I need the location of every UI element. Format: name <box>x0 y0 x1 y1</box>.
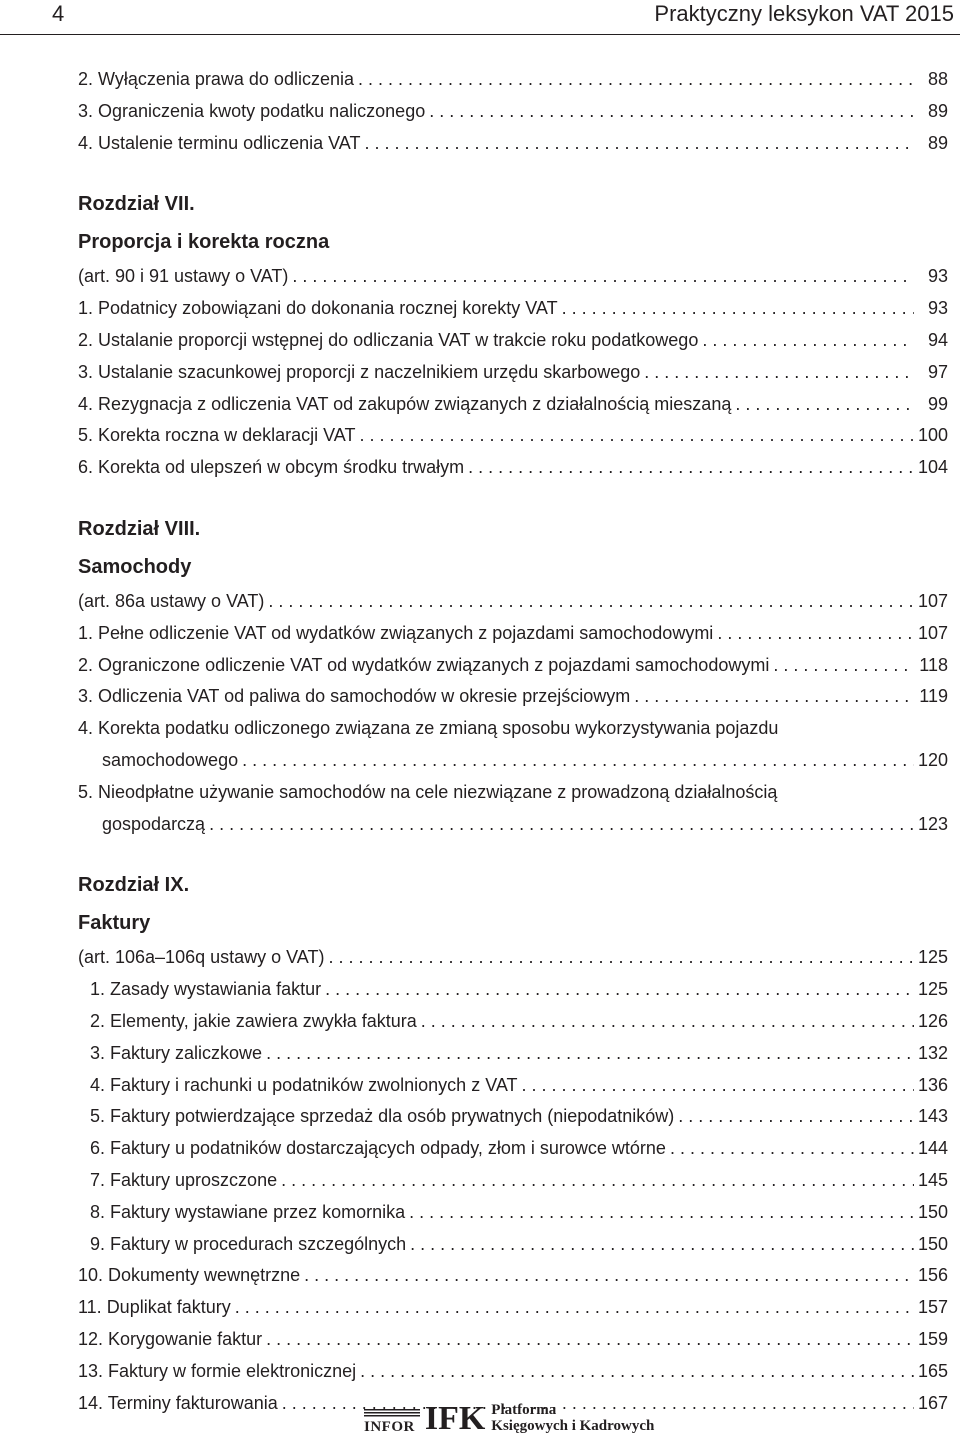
toc-entry[interactable] <box>78 452 948 484</box>
dot-leader <box>421 1006 914 1038</box>
chapter-heading: Rozdział IX. <box>78 874 190 897</box>
toc-entry[interactable] <box>78 128 948 160</box>
dot-leader <box>304 1260 914 1292</box>
toc-entry[interactable] <box>78 618 948 650</box>
toc-entry-title: 4. Rezygnacja z odliczenia VAT od zakupów związanych z działalnością mieszaną <box>78 393 732 414</box>
dot-leader <box>359 420 914 452</box>
dot-leader <box>702 325 914 357</box>
toc-entry-title: 3. Ograniczenia kwoty podatku naliczonego <box>78 100 426 121</box>
toc-entry-line: 5. Nieodpłatne używanie samochodów na cele niezwiązane z prowadzoną działalnością <box>78 781 778 802</box>
toc-entry[interactable] <box>78 293 948 325</box>
toc-entry[interactable] <box>78 745 948 777</box>
toc-entry-page: 145 <box>917 1169 948 1190</box>
toc-entry-page: 159 <box>917 1328 948 1349</box>
toc-entry-page: 107 <box>917 622 948 643</box>
toc-entry-title: 1. Zasady wystawiania faktur <box>90 979 322 1000</box>
toc-entry[interactable] <box>78 1165 948 1197</box>
toc-entry-page: 120 <box>917 749 948 770</box>
dot-leader <box>717 618 914 650</box>
running-title: Praktyczny leksykon VAT 2015 <box>654 1 954 26</box>
infor-logo-text: INFOR <box>364 1407 415 1436</box>
toc-entry-page: 143 <box>917 1106 948 1127</box>
toc-entry[interactable] <box>78 809 948 841</box>
toc-entry-title: 4. Faktury i rachunki u podatników zwolnionych z VAT <box>90 1074 518 1095</box>
ifk-logo-text: IFK <box>424 1400 486 1437</box>
toc-entry[interactable] <box>78 1133 948 1165</box>
toc-entry[interactable] <box>78 1356 948 1388</box>
toc-entry-title: 2. Wyłączenia prawa do odliczenia <box>78 69 354 89</box>
toc-entry[interactable] <box>78 1260 948 1292</box>
platform-line-1: Platforma <box>491 1402 557 1418</box>
chapter-heading: Rozdział VII. <box>78 193 195 216</box>
dot-leader <box>364 128 914 160</box>
toc-entry-title: 5. Korekta roczna w deklaracji VAT <box>78 425 356 446</box>
toc-entry-page: 150 <box>917 1201 948 1222</box>
dot-leader <box>644 357 914 389</box>
toc-entry-title: 12. Korygowanie faktur <box>78 1328 263 1349</box>
toc-entry-page: 107 <box>917 590 948 611</box>
dot-leader <box>268 586 914 618</box>
dot-leader <box>266 1038 914 1070</box>
toc-entry[interactable] <box>78 1070 948 1102</box>
page-number: 4 <box>52 1 65 26</box>
toc-entry[interactable] <box>78 1292 948 1324</box>
toc-entry-page: 88 <box>927 69 948 89</box>
toc-entry-page: 99 <box>927 393 948 414</box>
dot-leader <box>292 261 914 293</box>
toc-entry-page: 125 <box>917 979 948 1000</box>
toc-entry-title: 9. Faktury w procedurach szczególnych <box>90 1233 407 1254</box>
dot-leader <box>281 1165 914 1197</box>
toc-entry-page: 97 <box>927 361 948 382</box>
section-gap <box>78 484 948 510</box>
toc-entry-title: 7. Faktury uproszczone <box>90 1169 278 1190</box>
dot-leader <box>468 452 914 484</box>
toc-entry-title: 3. Ustalanie szacunkowej proporcji z naczelnikiem urzędu skarbowego <box>78 361 641 382</box>
toc-entry-page: 167 <box>917 1392 948 1413</box>
toc-entry-page: 89 <box>927 100 948 121</box>
toc-entry-title: (art. 90 i 91 ustawy o VAT) <box>78 266 289 287</box>
chapter-heading: Faktury <box>78 912 151 935</box>
toc-entry[interactable] <box>78 96 948 128</box>
toc-entry-page: 89 <box>927 132 948 153</box>
chapter-heading: Rozdział VIII. <box>78 517 201 540</box>
toc-entry-title: 2. Elementy, jakie zawiera zwykła faktura <box>90 1010 417 1031</box>
toc-entry-page: 100 <box>917 425 948 446</box>
dot-leader <box>325 974 914 1006</box>
toc-entry-title: 5. Faktury potwierdzające sprzedaż dla osób prywatnych (niepodatników) <box>90 1106 675 1127</box>
toc-entry-page: 119 <box>919 686 948 707</box>
toc-entry-page: 93 <box>927 266 948 287</box>
dot-leader <box>209 809 914 841</box>
toc-entry[interactable] <box>78 1324 948 1356</box>
toc-entry-title: 14. Terminy fakturowania <box>78 1392 278 1413</box>
toc-entry-title: 10. Dokumenty wewnętrzne <box>78 1265 301 1286</box>
toc-entry-title: 2. Ograniczone odliczenie VAT od wydatków związanych z pojazdami samochodowymi <box>78 654 770 675</box>
toc-entry-page: 157 <box>917 1297 948 1318</box>
toc-entry[interactable] <box>78 1038 948 1070</box>
platform-logo-text <box>491 1402 654 1436</box>
dot-leader <box>409 1197 914 1229</box>
toc-entry[interactable] <box>78 389 948 421</box>
toc-entry-page: 165 <box>917 1360 948 1381</box>
dot-leader <box>522 1070 914 1102</box>
toc-entry[interactable] <box>78 325 948 357</box>
page-header <box>0 0 960 32</box>
dot-leader <box>360 1356 914 1388</box>
toc-entry-page: 104 <box>917 457 948 478</box>
header-rule <box>0 34 960 35</box>
chapter-heading: Samochody <box>78 555 192 578</box>
toc-entry[interactable] <box>78 1229 948 1261</box>
toc-entry-page: 144 <box>917 1138 948 1159</box>
toc-entry-page: 118 <box>919 654 948 675</box>
dot-leader <box>358 64 914 96</box>
section-gap <box>78 159 948 185</box>
toc-entry-page: 132 <box>917 1042 948 1063</box>
toc-entry-title: (art. 86a ustawy o VAT) <box>78 590 265 611</box>
section-gap <box>78 840 948 866</box>
dot-leader <box>242 745 914 777</box>
toc-entry[interactable] <box>78 1006 948 1038</box>
toc-entry-title: samochodowego <box>102 749 239 770</box>
publisher-logo <box>364 1398 654 1436</box>
toc-entry-page: 150 <box>917 1233 948 1254</box>
toc-entry-title: gospodarczą <box>102 813 206 834</box>
toc-entry-title: 2. Ustalanie proporcji wstępnej do odliczania VAT w trakcie roku podatkowego <box>78 329 699 350</box>
toc-entry-title: 6. Korekta od ulepszeń w obcym środku trwałym <box>78 457 465 478</box>
toc-entry[interactable] <box>78 420 948 452</box>
toc-entry-page: 93 <box>927 298 948 319</box>
table-of-contents <box>78 64 948 1419</box>
dot-leader <box>562 293 914 325</box>
toc-entry-title: (art. 106a–106q ustawy o VAT) <box>78 947 325 968</box>
toc-entry[interactable] <box>78 64 948 96</box>
toc-entry-title: 13. Faktury w formie elektronicznej <box>78 1360 357 1381</box>
toc-entry[interactable] <box>78 357 948 389</box>
toc-entry[interactable] <box>78 974 948 1006</box>
dot-leader <box>266 1324 914 1356</box>
toc-entry-page: 123 <box>917 813 948 834</box>
dot-leader <box>410 1229 914 1261</box>
toc-entry-page: 126 <box>917 1010 948 1031</box>
toc-entry[interactable] <box>78 681 948 713</box>
dot-leader <box>735 389 914 421</box>
toc-entry[interactable] <box>78 586 948 618</box>
toc-entry-title: 6. Faktury u podatników dostarczających odpady, złom i surowce wtórne <box>90 1138 666 1159</box>
chapter-heading: Proporcja i korekta roczna <box>78 231 330 254</box>
dot-leader <box>328 942 913 974</box>
toc-entry-page: 94 <box>927 329 948 350</box>
toc-entry-page: 125 <box>917 947 948 968</box>
dot-leader <box>678 1101 914 1133</box>
toc-entry-title: 4. Ustalenie terminu odliczenia VAT <box>78 132 361 153</box>
toc-entry-page: 156 <box>917 1265 948 1286</box>
toc-entry[interactable] <box>78 1197 948 1229</box>
toc-entry-title: 1. Pełne odliczenie VAT od wydatków związanych z pojazdami samochodowymi <box>78 622 714 643</box>
toc-entry[interactable] <box>78 1101 948 1133</box>
toc-entry-page: 136 <box>917 1074 948 1095</box>
dot-leader <box>634 681 914 713</box>
toc-entry-title: 3. Faktury zaliczkowe <box>90 1042 263 1063</box>
toc-entry-title: 3. Odliczenia VAT od paliwa do samochodów w okresie przejściowym <box>78 686 631 707</box>
toc-entry[interactable] <box>78 942 948 974</box>
toc-entry-line: 4. Korekta podatku odliczonego związana ze zmianą sposobu wykorzystywania pojazdu <box>78 718 779 739</box>
toc-entry-title: 11. Duplikat faktury <box>78 1297 231 1318</box>
toc-entry[interactable] <box>78 261 948 293</box>
toc-entry-title: 1. Podatnicy zobowiązani do dokonania rocznej korekty VAT <box>78 298 558 319</box>
dot-leader <box>670 1133 914 1165</box>
toc-entry[interactable] <box>78 650 948 682</box>
platform-line-2: Księgowych i Kadrowych <box>491 1418 655 1434</box>
dot-leader <box>235 1292 914 1324</box>
toc-entry-title: 8. Faktury wystawiane przez komornika <box>90 1201 406 1222</box>
dot-leader <box>773 650 914 682</box>
dot-leader <box>429 96 914 128</box>
